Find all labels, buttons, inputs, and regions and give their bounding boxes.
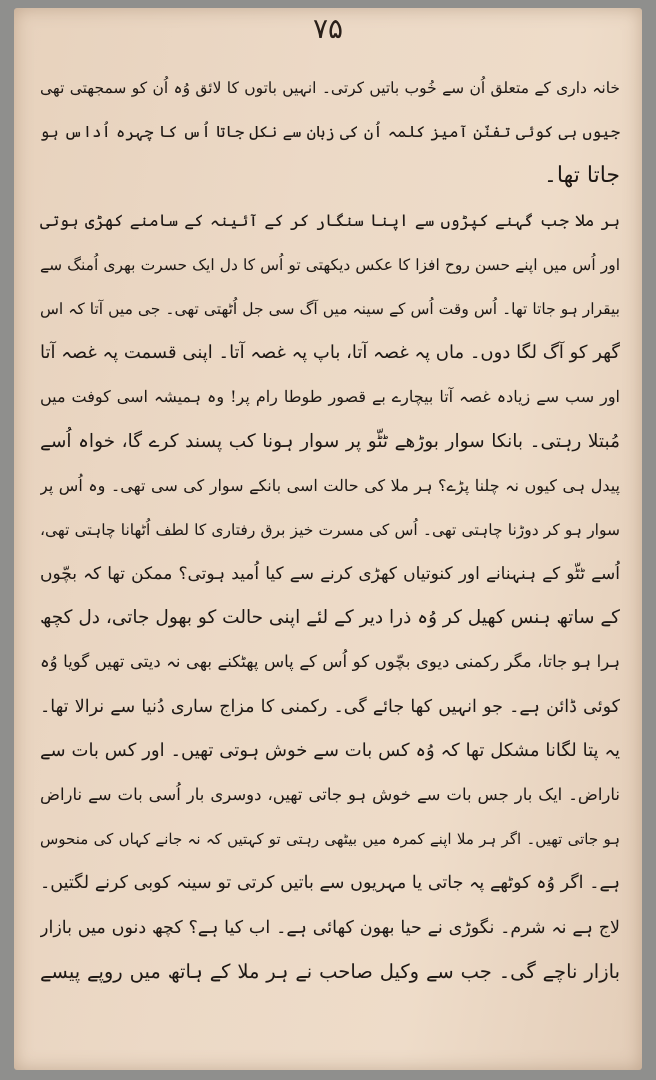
book-page (14, 8, 642, 1070)
text-line: ہر ملا جب گہنے کپڑوں سے اپنا سنگار کر کے آئینہ کے سامنے کھڑی ہوتی (40, 210, 620, 230)
text-line: کوئی ڈائن ہے۔ جو انہیں کھا جائے گی۔ رکمنی کا مزاج ساری دُنیا سے نرالا تھا۔ (40, 696, 620, 717)
text-line: گھر کو آگ لگا دوں۔ ماں پہ غصہ آتا، باپ پہ غصہ آتا۔ اپنی قسمت پہ غصہ آتا (40, 342, 620, 364)
text-line: ہرا ہو جاتا، مگر رکمنی دیوی بچّوں کو اُس کے پاس پھٹکنے بھی نہ دیتی تھیں گویا وُہ (40, 652, 620, 672)
text-line: بازار ناچے گی۔ جب سے وکیل صاحب نے ہر ملا کے ہاتھ میں روپے پیسے (40, 959, 620, 983)
text-line: سوار ہو کر دوڑنا چاہتی تھی۔ اُس کی مسرت خیز برق رفتاری کا لطف اُٹھانا چاہتی تھی، (40, 520, 620, 539)
text-line: اور اُس میں اپنے حسن روح افزا کا عکس دیکھتی تو اُس کا دل ایک حسرت بھری اُمنگ سے (40, 255, 620, 274)
text-line: مُبتلا رہتی۔ بانکا سوار بوڑھے ٹٹّو پر سوار ہونا کب پسند کرے گا، خواہ اُسے (40, 430, 620, 452)
text-line: ہو جاتی تھیں۔ اگر ہر ملا اپنے کمرہ میں بیٹھی رہتی تو کہتیں کہ نہ جانے کہاں کی منحوس (40, 830, 620, 849)
text-line: جیوں ہی کوئی تفنّن آمیز کلمہ اُن کی زبان سے نکل جاتا اُس کا چہرہ اُداس ہو (40, 122, 620, 142)
text-line: ہے۔ اگر وُہ کوٹھے پہ جاتی یا مہریوں سے باتیں کرتی تو سینہ کوبی کرنے لگتیں۔ (40, 873, 620, 894)
text-line: اور سب سے زیادہ غصہ آتا بیچارے بے قصور طوطا رام پر! وہ ہمیشہ اسی کوفت میں (40, 387, 620, 407)
text-line: کے ساتھ ہنس کھیل کر وُہ ذرا دیر کے لئے اپنی حالت کو بھول جاتی، دل کچھ (40, 607, 620, 629)
text-line: اُسے ٹٹّو کے ہنہنانے اور کنوتیاں کھڑی کرنے سے کیا اُمید ہوتی؟ ممکن تھا کہ بچّوں (40, 564, 620, 585)
text-line: جاتا تھا۔ (544, 163, 620, 189)
page-body-text (40, 66, 620, 994)
text-line: لاج ہے نہ شرم۔ نگوڑی نے حیا بھون کھائی ہے۔ اب کیا ہے؟ کچھ دنوں میں بازار (40, 917, 620, 938)
text-line: بیقرار ہو جاتا تھا۔ اُس وقت اُس کے سینہ میں آگ سی جل اُٹھتی تھی۔ جی میں آتا کہ اس (40, 299, 620, 318)
text-line: یہ پتا لگانا مشکل تھا کہ وُہ کس بات سے خوش ہوتی تھیں۔ اور کس بات سے (40, 739, 620, 761)
text-line: خانہ داری کے متعلق اُن سے خُوب باتیں کرتی۔ انہیں باتوں کا لائق وُہ اُن کو سمجھتی تھی (40, 79, 620, 97)
page-number: ۷۵ (312, 12, 344, 45)
text-line: ناراض۔ ایک بار جس بات سے خوش ہو جاتی تھیں، دوسری بار اُسی بات سے ناراض (40, 785, 620, 804)
text-line: پیدل ہی کیوں نہ چلنا پڑے؟ ہر ملا کی حالت اسی بانکے سوار کی سی تھی۔ وہ اُس پر (40, 475, 620, 495)
